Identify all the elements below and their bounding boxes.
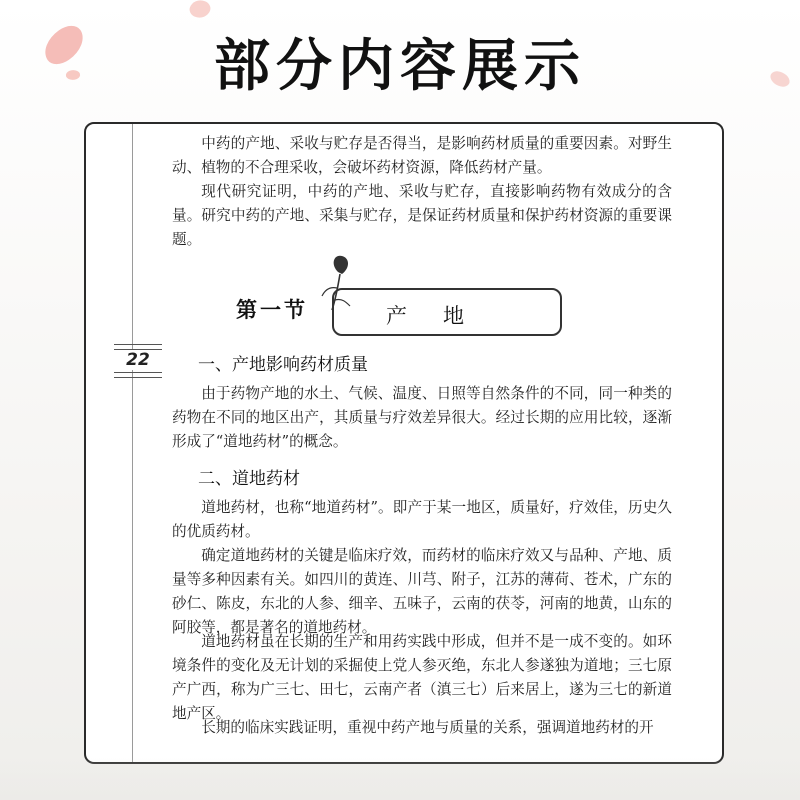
section-label: 第一节 <box>236 298 308 322</box>
banner-title: 部分内容展示 <box>214 34 586 99</box>
page-number-ornament <box>114 372 162 378</box>
paragraph-section-2b: 确定道地药材的关键是临床疗效，而药材的临床疗效又与品种、产地、质量等多种因素有关。如四川的黄连、川芎、附子，江苏的薄荷、苍术，广东的砂仁、陈皮，东北的人参、细辛、五味子，云南的茯苓，河南的地黄，山东的阿胶等，都是著名的道地药材。 <box>172 547 672 636</box>
paragraph-section-1: 由于药物产地的水土、气候、温度、日照等自然条件的不同，同一种类的药物在不同的地区出产，其质量与疗效差异很大。经过长期的应用比较，逐渐形成了“道地药材”的概念。 <box>172 385 672 450</box>
book-page-preview <box>84 122 724 764</box>
heading-1: 一、产地影响药材质量 <box>198 355 368 375</box>
margin-line <box>132 124 133 762</box>
section-title: 产地 <box>386 304 500 328</box>
page-number: 22 <box>116 350 160 370</box>
paragraph-intro-1: 中药的产地、采收与贮存是否得当，是影响药材质量的重要因素。对野生动、植物的不合理采收，会破坏药材资源，降低药材产量。 <box>172 135 672 176</box>
paragraph-section-2d: 长期的临床实践证明，重视中药产地与质量的关系，强调道地药材的开 <box>201 719 654 736</box>
heading-2: 二、道地药材 <box>198 469 300 489</box>
paragraph-intro-2: 现代研究证明，中药的产地、采收与贮存，直接影响药物有效成分的含量。研究中药的产地、采集与贮存，是保证药材质量和保护药材资源的重要课题。 <box>172 183 672 248</box>
paragraph-section-2a: 道地药材，也称“地道药材”。即产于某一地区，质量好，疗效佳，历史久的优质药材。 <box>172 499 672 540</box>
petal-decoration <box>188 0 213 21</box>
paragraph-section-2c: 道地药材虽在长期的生产和用药实践中形成，但并不是一成不变的。如环境条件的变化及无计划的采掘使上党人参灭绝，东北人参遂独为道地；三七原产广西，称为广三七、田七，云南产者（滇三七）后来居上，遂为三七的新道地产区。 <box>172 633 672 722</box>
bottom-ink-decoration <box>0 758 800 800</box>
